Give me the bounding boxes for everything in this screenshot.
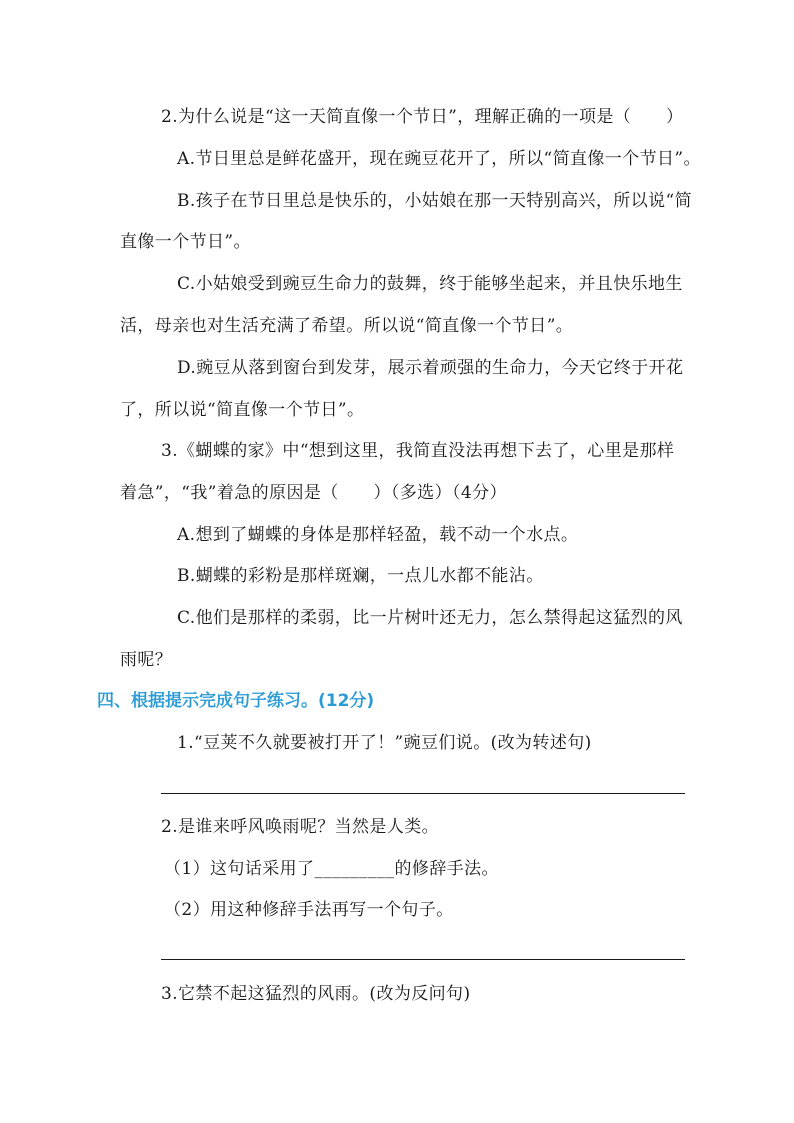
q2-option-c-line2: 活，母亲也对生活充满了希望。所以说“简直像一个节日”。 (120, 316, 574, 336)
q2-stem: 2.为什么说是“这一天简直像一个节日”，理解正确的一项是（ ） (161, 107, 684, 127)
q3-option-c-line2: 雨呢？ (120, 650, 173, 670)
s4-item-2-sub-1: （1）这句话采用了_________的修辞手法。 (164, 859, 499, 879)
q3-option-a: A.想到了蝴蝶的身体是那样轻盈，载不动一个水点。 (177, 525, 579, 545)
q3-stem-line2: 着急”，“我”着急的原因是（ ）（多选）（4分） (120, 483, 507, 503)
s4-item-2-answer-line[interactable] (161, 959, 685, 960)
q2-option-c-line1: C.小姑娘受到豌豆生命力的鼓舞，终于能够坐起来，并且快乐地生 (177, 274, 683, 294)
q3-option-b: B.蝴蝶的彩粉是那样斑斓，一点儿水都不能沾。 (177, 566, 544, 586)
s4-item-1-answer-line[interactable] (161, 793, 685, 794)
q3-stem-line1: 3.《蝴蝶的家》中“想到这里，我简直没法再想下去了，心里是那样 (161, 441, 675, 461)
q2-option-b-line1: B.孩子在节日里总是快乐的，小姑娘在那一天特别高兴，所以说“简 (177, 191, 692, 211)
s4-item-2: 2.是谁来呼风唤雨呢？当然是人类。 (161, 817, 440, 837)
q2-option-a: A.节日里总是鲜花盛开，现在豌豆花开了，所以“简直像一个节日”。 (177, 149, 701, 169)
section-4-heading: 四、根据提示完成句子练习。(12分) (97, 691, 375, 711)
s4-item-2-sub-2: （2）用这种修辞手法再写一个句子。 (164, 900, 454, 920)
q2-option-d-line2: 了，所以说“简直像一个节日”。 (120, 400, 365, 420)
q2-option-d-line1: D.豌豆从落到窗台到发芽，展示着顽强的生命力，今天它终于开花 (177, 358, 684, 378)
s4-item-3: 3.它禁不起这猛烈的风雨。(改为反问句) (161, 984, 471, 1004)
q3-option-c-line1: C.他们是那样的柔弱，比一片树叶还无力，怎么禁得起这猛烈的风 (177, 608, 683, 628)
q2-option-b-line2: 直像一个节日”。 (120, 232, 251, 252)
s4-item-1: 1.“豆荚不久就要被打开了！”豌豆们说。(改为转述句) (177, 733, 592, 753)
